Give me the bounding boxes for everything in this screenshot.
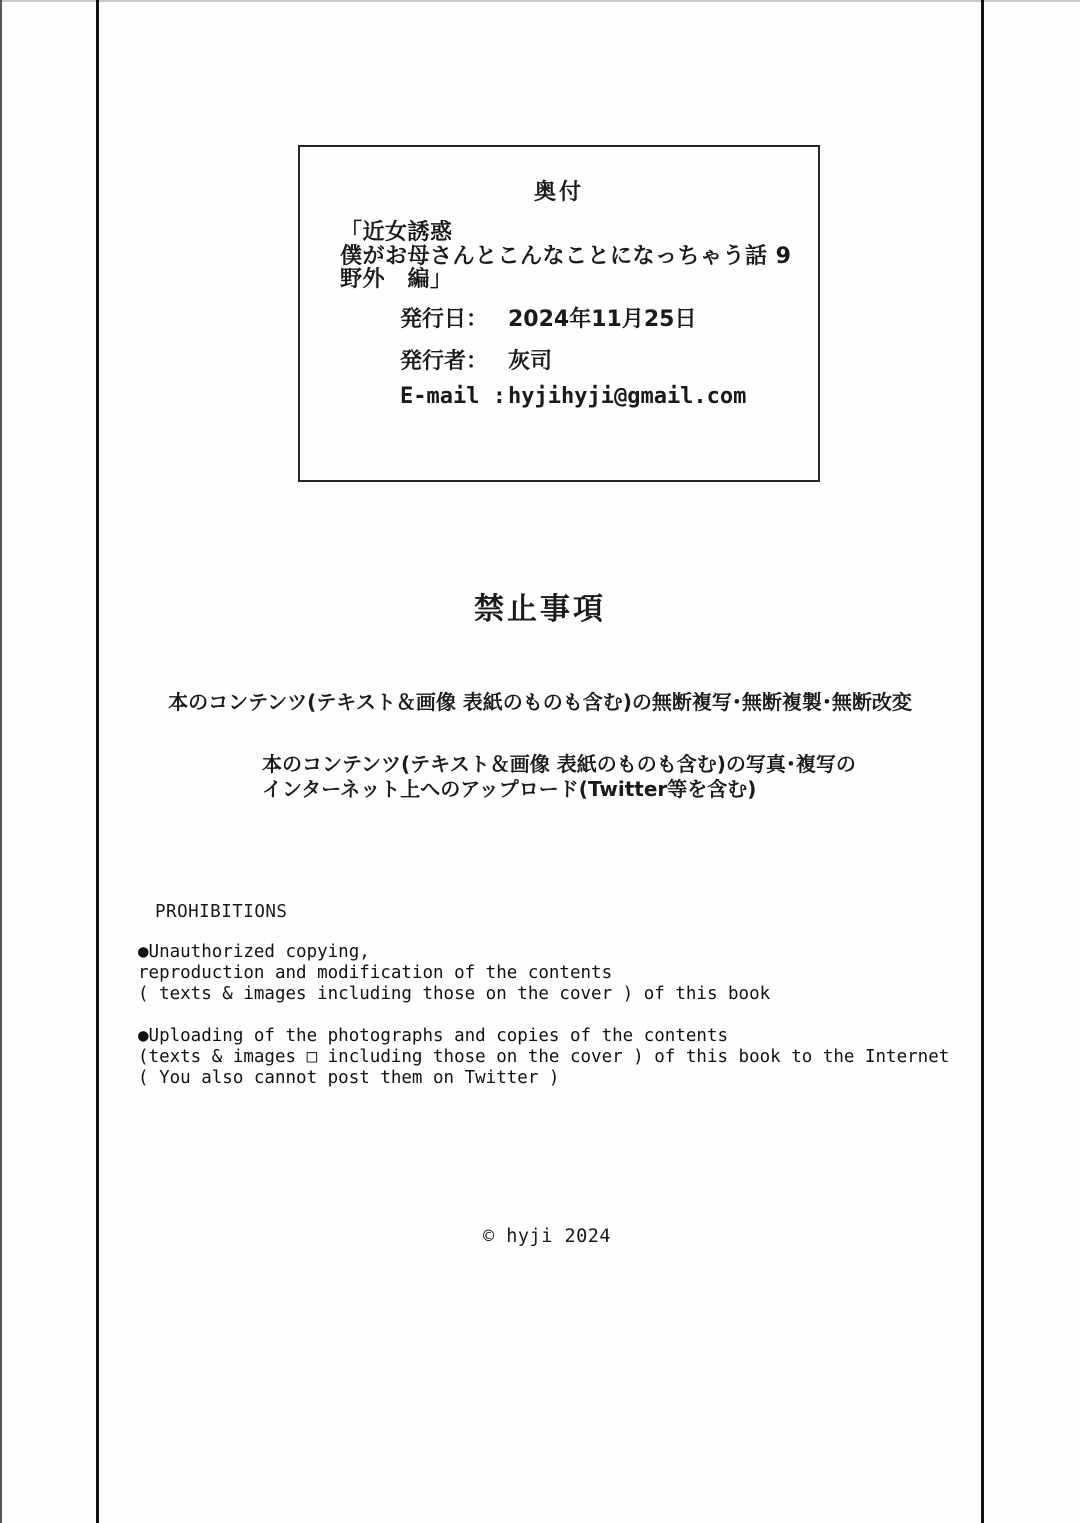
scan-top-edge	[0, 0, 1080, 2]
email-row	[400, 384, 746, 409]
scan-left-edge	[0, 0, 2, 1523]
prohibitions-en-item-2-line-3: ( You also cannot post them on Twitter )	[138, 1068, 560, 1088]
publish-date-value: 2024年11月25日	[508, 307, 697, 332]
book-title	[340, 221, 791, 292]
prohibitions-en-item-1	[138, 942, 770, 1005]
prohibitions-ja-item-2-line-2: インターネット上へのアップロード(Twitter等を含む)	[262, 777, 757, 801]
prohibitions-en-item-2-line-2: (texts & images □ including those on the cover ) of this book to the Internet	[138, 1047, 950, 1067]
prohibitions-en-item-2-line-1: ●Uploading of the photographs and copies of the contents	[138, 1026, 729, 1046]
book-title-line-1: 「近女誘惑	[340, 220, 453, 245]
publisher-label: 発行者：	[400, 349, 489, 374]
colophon-heading: 奥付	[533, 180, 584, 205]
book-title-line-3: 野外 編」	[340, 267, 453, 292]
prohibitions-ja-item-1: 本のコンテンツ(テキスト＆画像 表紙のものも含む)の無断複写･無断複製･無断改変	[168, 690, 912, 714]
prohibitions-en-heading: PROHIBITIONS	[155, 902, 288, 922]
prohibitions-ja-heading: 禁止事項	[474, 592, 606, 627]
prohibitions-ja-item-2	[262, 752, 856, 802]
copyright-line: © hyji 2024	[483, 1226, 612, 1247]
colophon-box	[298, 145, 820, 482]
publisher-row	[400, 344, 552, 375]
prohibitions-en-item-1-line-2: reproduction and modification of the contents	[138, 963, 613, 983]
publisher-value: 灰司	[508, 349, 553, 374]
prohibitions-en-item-1-line-1: ●Unauthorized copying,	[138, 942, 370, 962]
right-page-rule	[981, 0, 984, 1523]
email-value: hyjihyji@gmail.com	[508, 384, 747, 409]
book-title-line-2: 僕がお母さんとこんなことになっちゃう話 9	[340, 243, 792, 269]
left-page-rule	[96, 0, 99, 1523]
prohibitions-ja-item-2-line-1: 本のコンテンツ(テキスト＆画像 表紙のものも含む)の写真･複写の	[262, 752, 856, 776]
prohibitions-en-item-2	[138, 1026, 949, 1089]
publish-date-row	[400, 302, 696, 333]
publish-date-label: 発行日：	[400, 307, 489, 332]
email-label: E-mail :	[400, 384, 506, 409]
prohibitions-en-item-1-line-3: ( texts & images including those on the cover ) of this book	[138, 984, 771, 1004]
